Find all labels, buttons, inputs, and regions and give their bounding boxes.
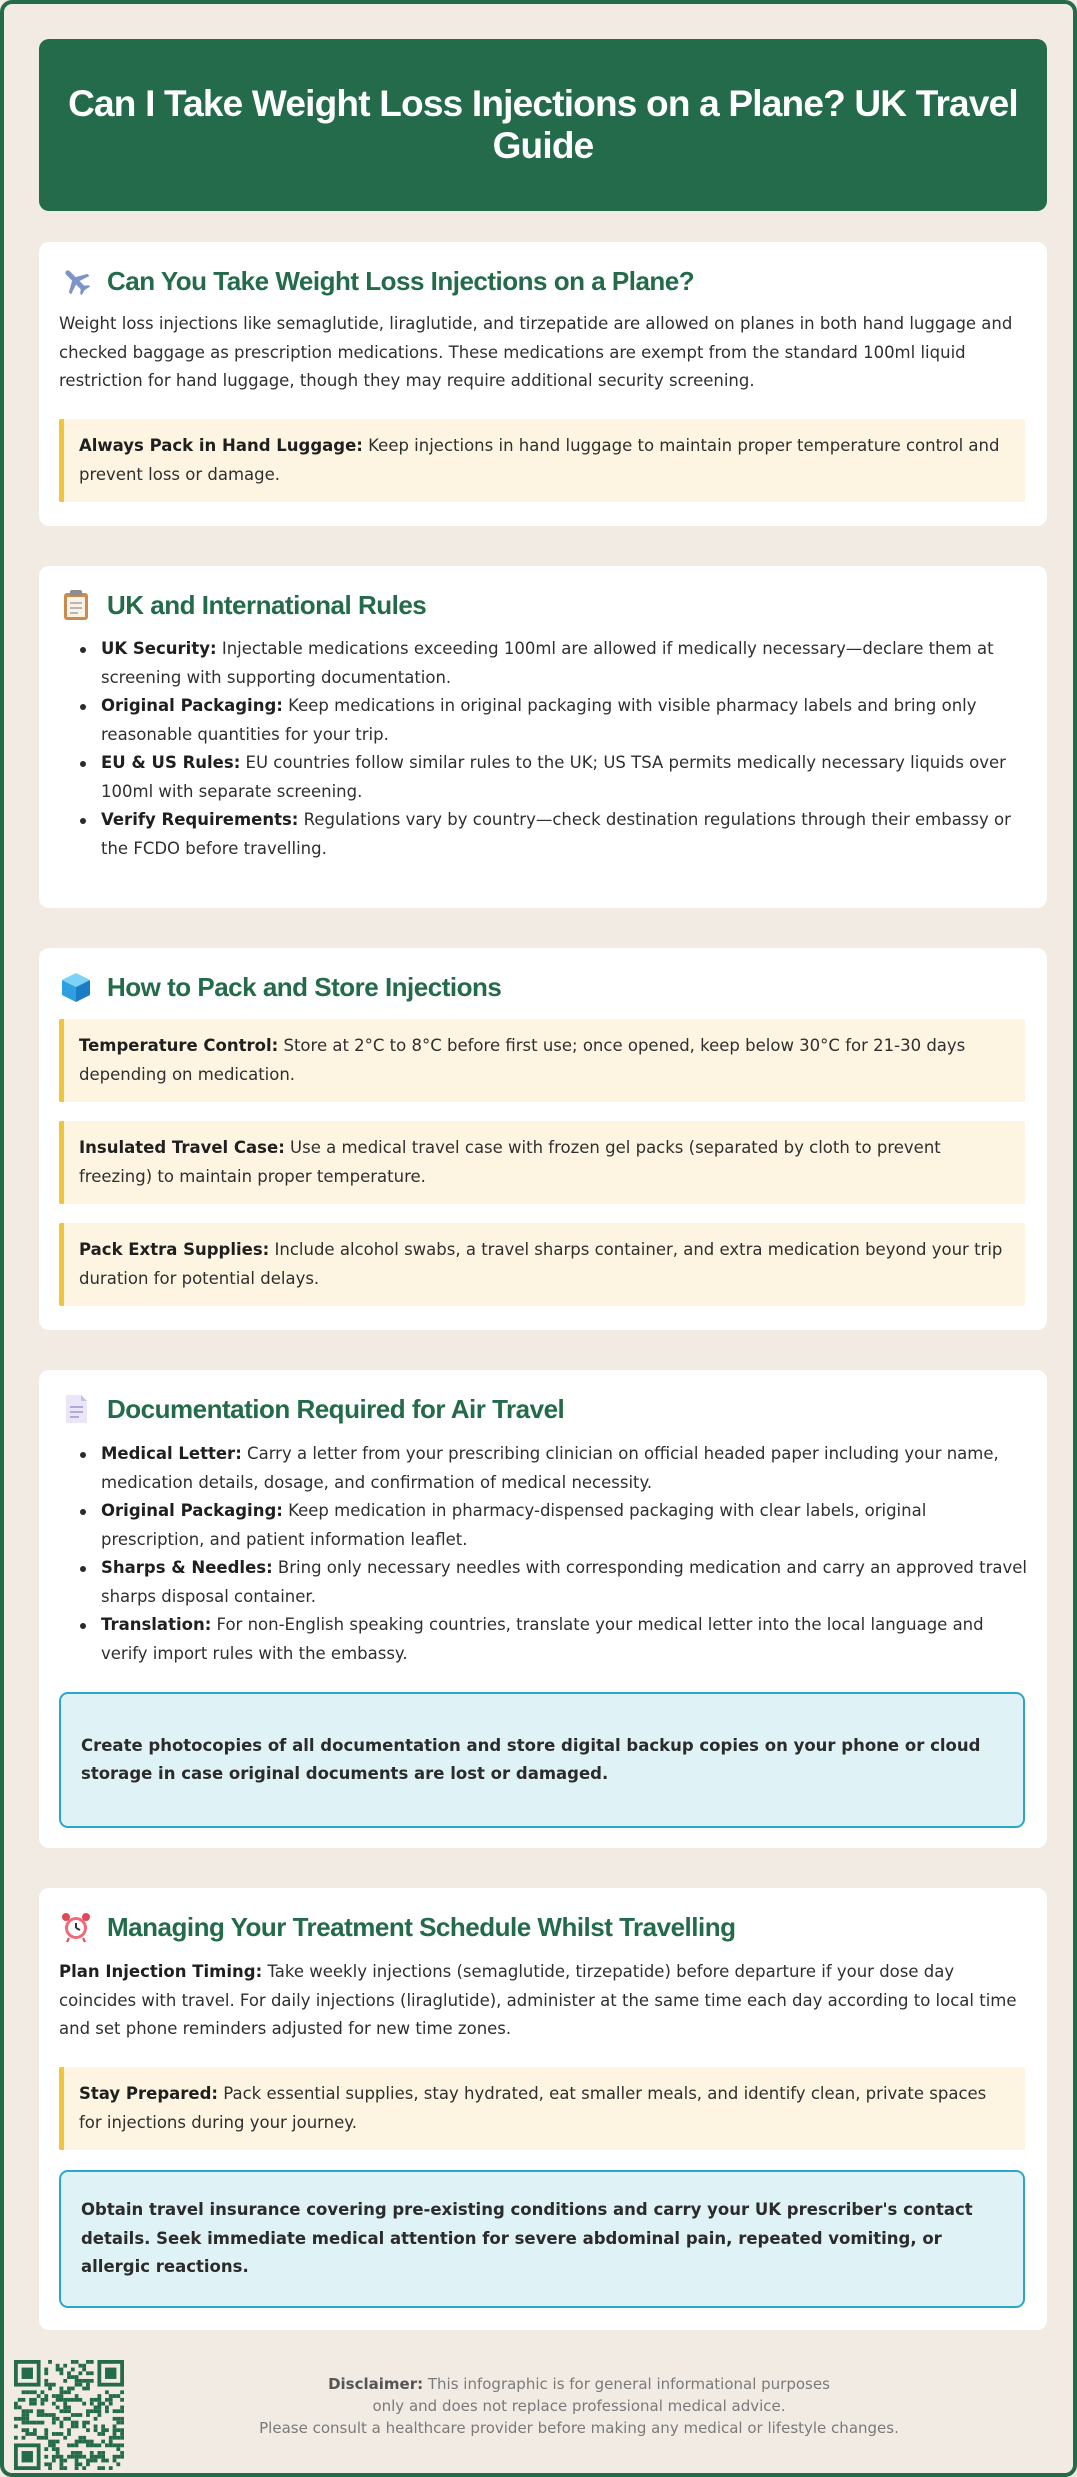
list-item-label: UK Security:	[101, 639, 217, 658]
section-schedule-card	[39, 1888, 1047, 2330]
list-item	[79, 1611, 1029, 1668]
section-plane-paragraph: Weight loss injections like semaglutide, liraglutide, and tirzepatide are allowed on planes in both hand luggage and checked baggage as prescription medications. These medications are exempt from the standard 100ml liquid restriction for hand luggage, though they may require additional security screening.	[59, 314, 1013, 390]
section-documentation-card	[39, 1370, 1047, 1848]
section-packing-heading	[59, 970, 501, 1004]
rules-list	[79, 635, 1029, 863]
section-rules-card	[39, 566, 1047, 908]
disclaimer-line: Please consult a healthcare provider before making any medical or lifestyle changes.	[259, 2419, 899, 2437]
section-packing-card	[39, 948, 1047, 1330]
airplane-icon	[59, 264, 93, 298]
section-plane-heading	[59, 264, 694, 298]
disclaimer-line: only and does not replace professional medical advice.	[372, 2397, 786, 2415]
section-plane-card	[39, 242, 1047, 526]
list-item	[79, 1497, 1029, 1554]
list-item-text: For non-English speaking countries, translate your medical letter into the local language and verify import rules with the embassy.	[101, 1615, 984, 1663]
list-item	[79, 749, 1029, 806]
list-item-label: Original Packaging:	[101, 696, 283, 715]
section-rules-title: UK and International Rules	[107, 589, 427, 620]
travel-insurance-callout: Obtain travel insurance covering pre-existing conditions and carry your UK prescriber's contact details. Seek immediate medical attention for severe abdominal pain, repeated vomiting, or allergic reactions.	[59, 2170, 1025, 2308]
list-item-text: Keep medications in original packaging with visible pharmacy labels and bring only reasonable quantities for your trip.	[101, 696, 977, 744]
hand-luggage-note-label: Always Pack in Hand Luggage:	[79, 436, 363, 455]
note-text: Pack essential supplies, stay hydrated, eat smaller meals, and identify clean, private spaces for injections during your journey.	[79, 2084, 987, 2132]
page-title: Can I Take Weight Loss Injections on a Plane? UK Travel Guide	[68, 83, 1018, 166]
note-label: Stay Prepared:	[79, 2084, 219, 2103]
list-item-label: EU & US Rules:	[101, 753, 241, 772]
list-item-label: Original Packaging:	[101, 1501, 283, 1520]
section-schedule-heading	[59, 1910, 736, 1944]
alarm-clock-icon	[59, 1910, 93, 1944]
page-header	[39, 39, 1047, 211]
documentation-list	[79, 1440, 1029, 1668]
list-item-label: Translation:	[101, 1615, 212, 1634]
paragraph-text: Take weekly injections (semaglutide, tirzepatide) before departure if your dose day coincides with travel. For daily injections (liraglutide), administer at the same time each day according to local time and set phone reminders adjusted for new time zones.	[59, 1962, 1017, 2038]
clipboard-icon	[59, 588, 93, 622]
list-item	[79, 806, 1029, 863]
list-item	[79, 1440, 1029, 1497]
list-item-text: Keep medication in pharmacy-dispensed packaging with clear labels, original prescription, and patient information leaflet.	[101, 1501, 927, 1549]
section-plane-title: Can You Take Weight Loss Injections on a Plane?	[107, 265, 695, 296]
note-label: Insulated Travel Case:	[79, 1138, 285, 1157]
list-item-label: Verify Requirements:	[101, 810, 299, 829]
list-item-text: Injectable medications exceeding 100ml are allowed if medically necessary—declare them at screening with supporting documentation.	[101, 639, 994, 687]
list-item-text: EU countries follow similar rules to the UK; US TSA permits medically necessary liquids over 100ml with separate screening.	[101, 753, 1006, 801]
hand-luggage-note-text: Keep injections in hand luggage to maintain proper temperature control and prevent loss or damage.	[79, 436, 1000, 484]
list-item	[79, 1554, 1029, 1611]
document-icon	[59, 1392, 93, 1426]
section-schedule-title: Managing Your Treatment Schedule Whilst Travelling	[107, 1911, 736, 1942]
stay-prepared-note	[59, 2067, 1025, 2150]
list-item-text: Regulations vary by country—check destination regulations through their embassy or the FCDO before travelling.	[101, 810, 1011, 858]
disclaimer	[154, 2373, 1004, 2439]
photocopies-callout: Create photocopies of all documentation and store digital backup copies on your phone or cloud storage in case original documents are lost or damaged.	[59, 1692, 1025, 1828]
section-rules-heading	[59, 588, 426, 622]
list-item-label: Medical Letter:	[101, 1444, 242, 1463]
disclaimer-line: This infographic is for general informational purposes	[423, 2375, 830, 2393]
package-icon	[59, 970, 93, 1004]
list-item-label: Sharps & Needles:	[101, 1558, 273, 1577]
note-label: Pack Extra Supplies:	[79, 1240, 270, 1259]
travel-case-note	[59, 1121, 1025, 1204]
footer	[4, 2354, 1077, 2476]
injection-timing-paragraph	[59, 1958, 1025, 2044]
section-documentation-title: Documentation Required for Air Travel	[107, 1393, 565, 1424]
hand-luggage-note	[59, 419, 1025, 502]
note-text: Store at 2°C to 8°C before first use; once opened, keep below 30°C for 21-30 days depending on medication.	[79, 1036, 966, 1084]
list-item-text: Carry a letter from your prescribing clinician on official headed paper including your name, medication details, dosage, and confirmation of medical necessity.	[101, 1444, 999, 1492]
section-documentation-heading	[59, 1392, 564, 1426]
list-item-text: Bring only necessary needles with corresponding medication and carry an approved travel sharps disposal container.	[101, 1558, 1027, 1606]
note-text: Include alcohol swabs, a travel sharps container, and extra medication beyond your trip duration for potential delays.	[79, 1240, 1003, 1288]
note-text: Use a medical travel case with frozen gel packs (separated by cloth to prevent freezing) to maintain proper temperature.	[79, 1138, 941, 1186]
qr-code-icon[interactable]	[14, 2360, 124, 2470]
disclaimer-label: Disclaimer:	[328, 2375, 424, 2393]
note-label: Temperature Control:	[79, 1036, 279, 1055]
extra-supplies-note	[59, 1223, 1025, 1306]
list-item	[79, 692, 1029, 749]
temperature-note	[59, 1019, 1025, 1102]
section-packing-title: How to Pack and Store Injections	[107, 971, 502, 1002]
list-item	[79, 635, 1029, 692]
paragraph-label: Plan Injection Timing:	[59, 1962, 263, 1981]
